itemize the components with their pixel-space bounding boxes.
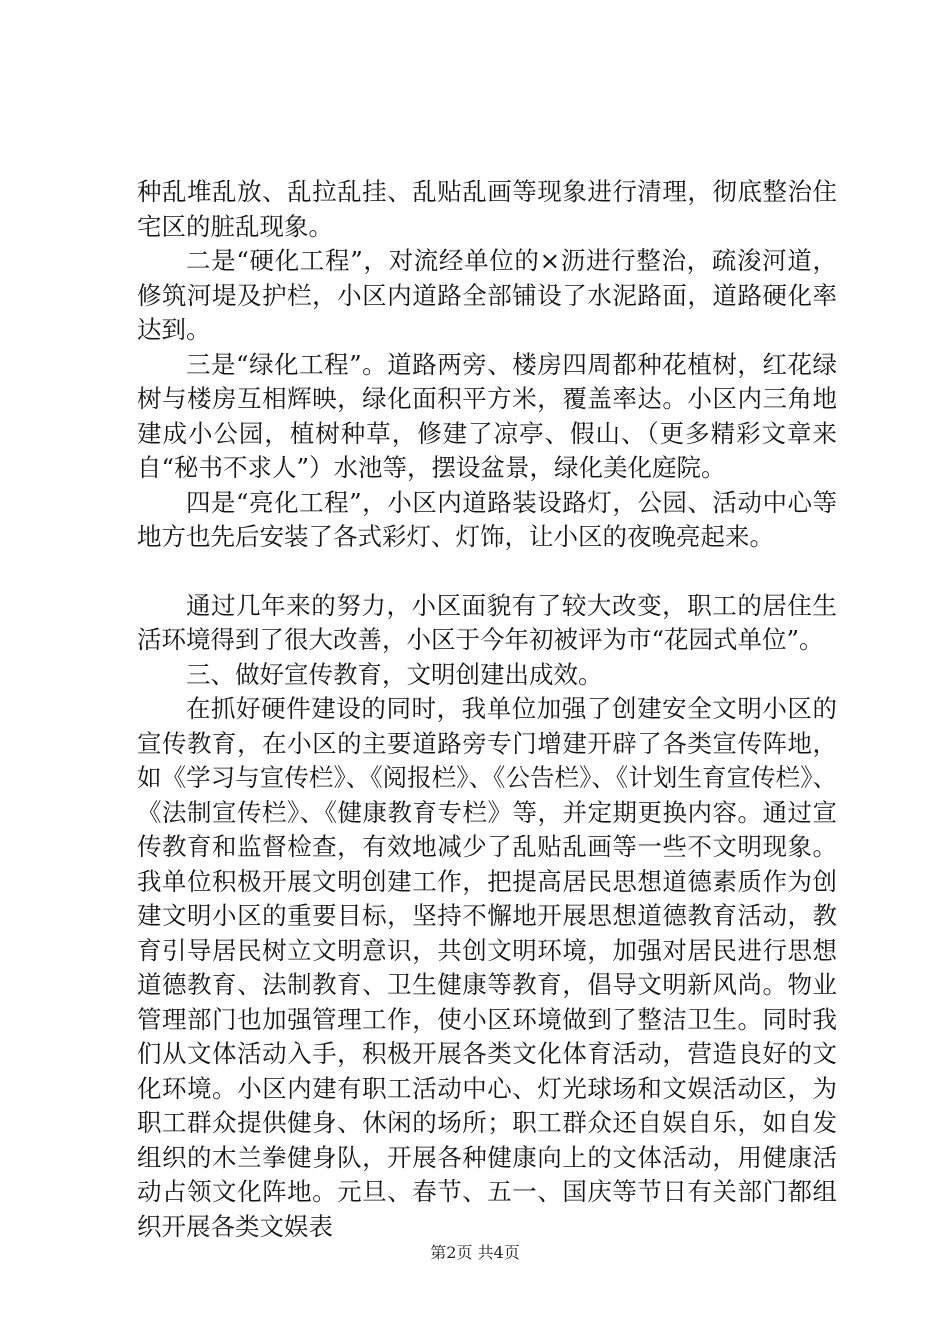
section-heading: 三、做好宣传教育，文明创建出成效。: [186, 659, 603, 689]
document-body: [137, 175, 837, 1244]
paragraph-5: 通过几年来的努力，小区面貌有了较大改变，职工的居住生活环境得到了很大改善，小区于今年初被评为市“花园式单位”。: [137, 590, 837, 654]
paragraph-2: 二是“硬化工程”，对流经单位的×沥进行整治，疏浚河道，修筑河堤及护栏，小区内道路全部铺设了水泥路面，道路硬化率达到。: [137, 246, 837, 344]
paragraph-7: 在抓好硬件建设的同时，我单位加强了创建安全文明小区的宣传教育，在小区的主要道路旁专门增建开辟了各类宣传阵地，如《学习与宣传栏》、《阅报栏》、《公告栏》、《计划生育宣传栏》、《法制宣传栏》、《健康教育专栏》等，并定期更换内容。通过宣传教育和监督检查，有效地减少了乱贴乱画等一些不文明现象。我单位积极开展文明创建工作，把提高居民思想道德素质作为创建文明小区的重要目标，坚持不懈地开展思想道德教育活动，教育引导居民树立文明意识，共创文明环境，加强对居民进行思想道德教育、法制教育、卫生健康等教育，倡导文明新风尚。物业管理部门也加强管理工作，使小区环境做到了整洁卫生。同时我们从文体活动入手，积极开展各类文化体育活动，营造良好的文化环境。小区内建有职工活动中心、灯光球场和文娱活动区，为职工群众提供健身、休闲的场所；职工群众还自娱自乐，如自发组织的木兰拳健身队，开展各种健康向上的文体活动，用健康活动占领文化阵地。元旦、春节、五一、国庆等节日有关部门都组织开展各类文娱表: [137, 694, 837, 1241]
page-footer: 第2页 共4页: [430, 1243, 520, 1262]
paragraph-1: 种乱堆乱放、乱拉乱挂、乱贴乱画等现象进行清理，彻底整治住宅区的脏乱现象。: [137, 177, 837, 241]
paragraph-3: 三是“绿化工程”。道路两旁、楼房四周都种花植树，红花绿树与楼房互相辉映，绿化面积平方米，覆盖率达。小区内三角地建成小公园，植树种草，修建了凉亭、假山、（更多精彩文章来自“秘书不求人”）水池等，摆设盆景，绿化美化庭院。: [137, 349, 837, 482]
paragraph-4: 四是“亮化工程”，小区内道路装设路灯，公园、活动中心等地方也先后安装了各式彩灯、灯饰，让小区的夜晚亮起来。: [137, 487, 837, 551]
